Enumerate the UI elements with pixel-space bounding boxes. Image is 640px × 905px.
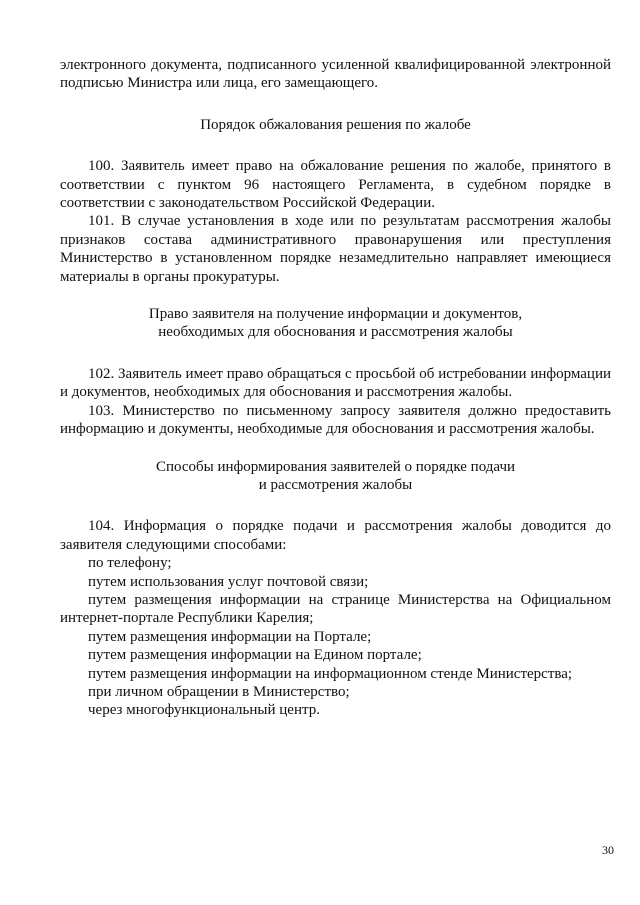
list-item: путем использования услуг почтовой связи;	[88, 573, 369, 590]
section-heading-right-to-information-line2: необходимых для обоснования и рассмотрения жалобы	[158, 324, 513, 341]
list-item: по телефону;	[88, 555, 172, 572]
list-item: путем размещения информации на Едином портале;	[88, 647, 422, 664]
intro-paragraph: электронного документа, подписанного усиленной квалифицированной электронной подписью Министра или лица, его замещающего.	[60, 57, 611, 92]
paragraph-100: 100. Заявитель имеет право на обжалование решения по жалобе, принятого в соответствии с пунктом 96 настоящего Регламента, в судебном порядке в соответствии с законодательством Российской Федерации.	[60, 158, 611, 212]
paragraph-104: 104. Информация о порядке подачи и рассмотрения жалобы доводится до заявителя следующими способами:	[60, 518, 611, 553]
list-item: путем размещения информации на информационном стенде Министерства;	[88, 665, 573, 682]
list-item: при личном обращении в Министерство;	[88, 683, 350, 700]
paragraph-101: 101. В случае установления в ходе или по результатам рассмотрения жалобы признаков состава административного правонарушения или преступления Министерство в установленном порядке незамедлительно направляет имеющиеся материалы в органы прокуратуры.	[60, 213, 611, 285]
page-number: 30	[602, 843, 614, 857]
list-item: путем размещения информации на странице Министерства на Официальном интернет-портале Республики Карелия;	[60, 591, 611, 627]
section-heading-right-to-information-line1: Право заявителя на получение информации и документов,	[148, 306, 523, 323]
list-item: через многофункциональный центр.	[88, 702, 320, 719]
list-item: путем размещения информации на Портале;	[88, 628, 372, 645]
section-heading-informing-methods-line1: Способы информирования заявителей о порядке подачи	[155, 458, 516, 475]
paragraph-103: 103. Министерство по письменному запросу заявителя должно предоставить информацию и документы, необходимые для обоснования и рассмотрения жалобы.	[60, 402, 611, 438]
document-body	[60, 56, 611, 720]
paragraph-102: 102. Заявитель имеет право обращаться с просьбой об истребовании информации и документов, необходимых для обоснования и рассмотрения жалобы.	[60, 365, 611, 401]
section-heading-informing-methods-line2: и рассмотрения жалобы	[258, 476, 413, 493]
section-heading-appeal-order: Порядок обжалования решения по жалобе	[200, 116, 471, 133]
